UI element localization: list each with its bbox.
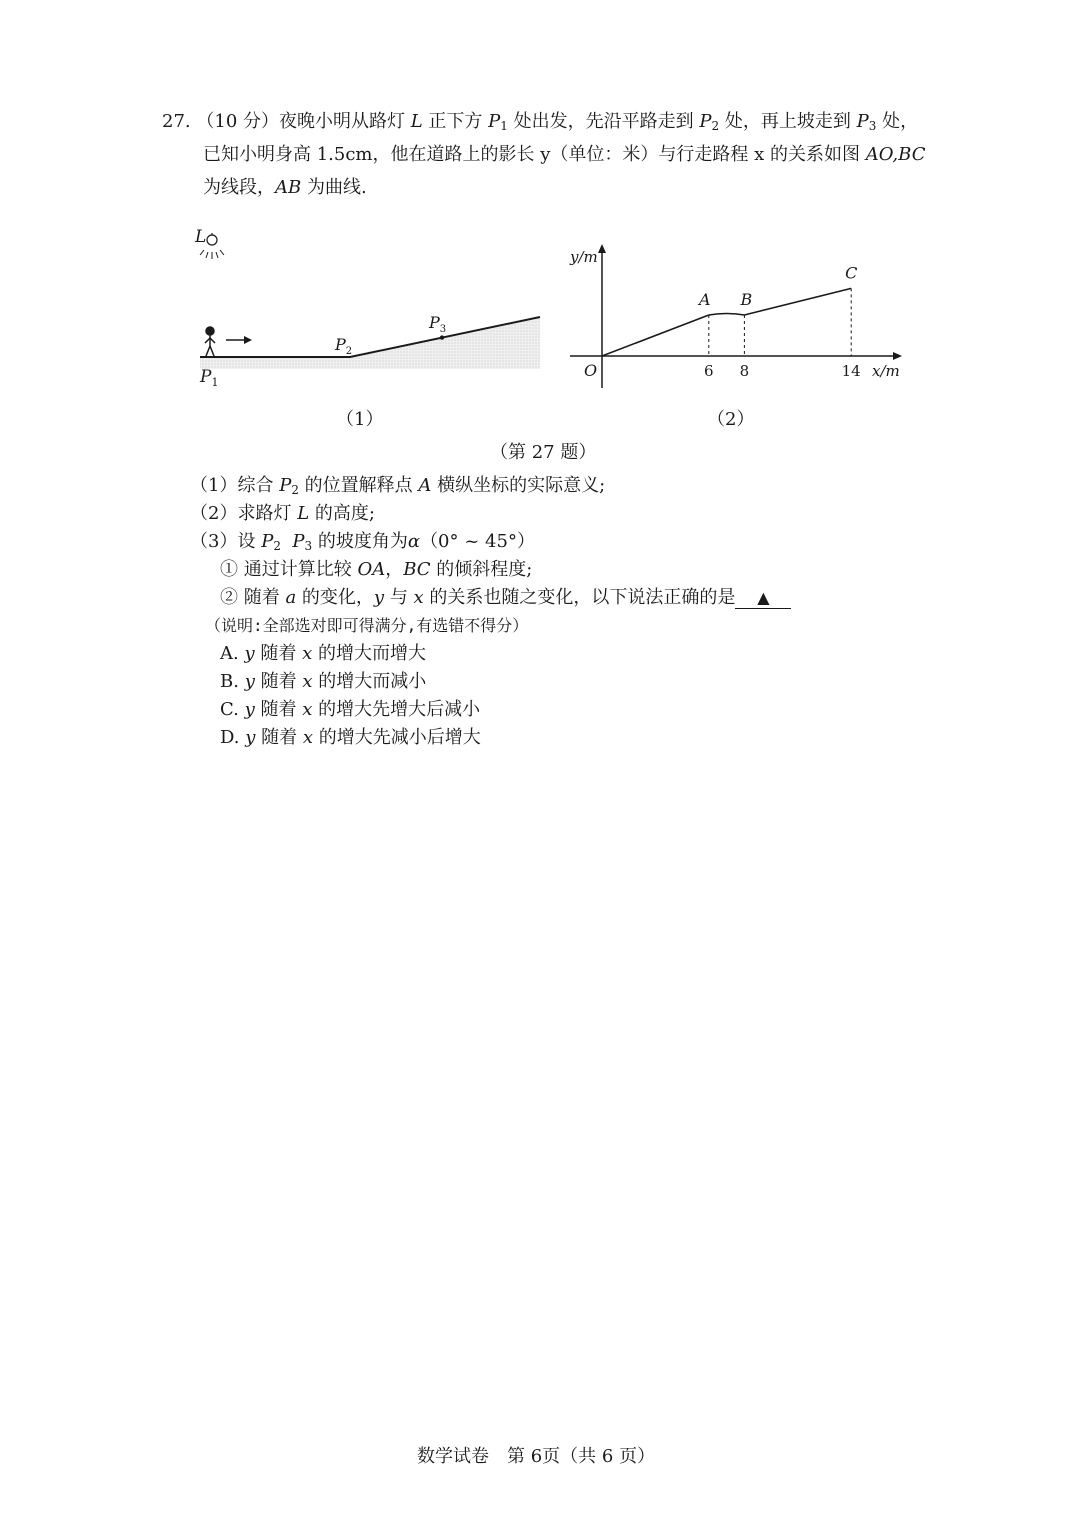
stem-text: 处，再上坡走到 — [719, 111, 857, 132]
x-ref: x — [302, 699, 313, 720]
question-number: 27. — [162, 111, 191, 132]
subscript: 3 — [304, 539, 313, 553]
figure-1-caption: （1） — [336, 409, 384, 430]
option-text: 的增大而减小 — [312, 671, 427, 692]
option-key: B. — [220, 671, 239, 692]
p1-label: P — [488, 111, 501, 132]
x-axis — [570, 352, 902, 360]
lamp-label: L — [195, 227, 207, 247]
option-b[interactable] — [220, 670, 426, 694]
segment-oa-ref: OA — [357, 559, 386, 580]
question-score: （10 分） — [196, 111, 280, 132]
option-d[interactable] — [220, 726, 481, 750]
x-tick-label: 8 — [739, 362, 750, 380]
stem-text: 为曲线. — [301, 177, 367, 198]
subscript: 3 — [868, 119, 877, 133]
p2-ref: P — [261, 531, 274, 552]
stem-text: 夜晚小明从路灯 — [279, 111, 411, 132]
point-b-label: B — [740, 290, 753, 309]
question-line-1 — [162, 110, 918, 134]
stem-text: 处出发，先沿平路走到 — [507, 111, 700, 132]
option-text: 随着 — [255, 727, 303, 748]
ground-texture — [200, 317, 540, 369]
stem-text: 处， — [876, 111, 919, 132]
p2-ref: P — [279, 475, 292, 496]
segment-bc — [744, 288, 851, 315]
p2-label: $P_2$ — [335, 335, 353, 357]
figure-caption: （第 27 题） — [490, 442, 597, 463]
option-text: 的增大先增大后减小 — [312, 699, 481, 720]
part-text: 的坡度角为 — [312, 531, 408, 552]
part-text: （0° ~ 45°） — [420, 531, 535, 552]
option-key: C. — [220, 699, 239, 720]
stem-text: 已知小明身高 1.5cm，他在道路上的影长 y（单位：米）与行走路程 x 的关系如图 — [203, 144, 866, 165]
figure-2-caption: （2） — [707, 409, 755, 430]
y-ref: y — [244, 699, 255, 720]
curve-label: AB — [275, 177, 302, 198]
point-a-label: A — [699, 290, 711, 309]
part-3 — [190, 530, 535, 554]
question-line-2 — [203, 143, 925, 167]
lamp-ref: L — [297, 503, 310, 524]
p3-label: P — [856, 111, 869, 132]
part-text: ， — [385, 559, 404, 580]
p3-point — [440, 335, 444, 339]
lamp-label: L — [410, 111, 423, 132]
origin-label: O — [584, 361, 598, 380]
x-tick-label: 14 — [841, 362, 861, 380]
part-text: 与 — [384, 587, 414, 608]
x-axis-label: x/m — [872, 362, 900, 380]
segment-labels: AO,BC — [865, 144, 926, 165]
part-text: 的关系也随之变化，以下说法正确的是 — [423, 587, 736, 608]
x-ref: x — [302, 671, 313, 692]
y-axis-arrow-icon — [598, 244, 606, 253]
option-key: D. — [220, 727, 240, 748]
part-text: ① 通过计算比较 — [220, 559, 358, 580]
option-text: 的增大而增大 — [312, 643, 426, 664]
option-text: 的增大先减小后增大 — [313, 727, 481, 748]
point-c-label: C — [845, 263, 858, 283]
alpha-ref: a — [285, 587, 297, 608]
part-text: 的位置解释点 — [298, 475, 419, 496]
curve-ab — [709, 314, 745, 316]
p2-label: P — [699, 111, 712, 132]
subscript: 1 — [500, 119, 508, 133]
part-text: 的倾斜程度; — [430, 559, 533, 580]
subscript: 2 — [273, 539, 281, 553]
y-ref: y — [244, 671, 255, 692]
x-ref: x — [413, 587, 424, 608]
y-ref: y — [244, 643, 255, 664]
option-key: A. — [220, 643, 239, 664]
part-text: （1）综合 — [190, 475, 280, 496]
scoring-note: （说明:全部选对即可得满分,有选错不得分） — [205, 616, 529, 635]
part-2 — [190, 502, 375, 526]
shadow-length-graph — [560, 236, 910, 396]
segment-bc-ref: BC — [403, 559, 431, 580]
part-text: （3）设 — [190, 531, 262, 552]
page-footer: 数学试卷 第 6页（共 6 页） — [417, 1446, 656, 1467]
option-a[interactable] — [220, 642, 426, 666]
point-a-ref: A — [418, 475, 432, 496]
part-text: 的高度; — [309, 503, 375, 524]
y-axis — [598, 244, 606, 388]
option-text: 随着 — [254, 643, 303, 664]
option-c[interactable] — [220, 698, 480, 722]
x-tick-label: 6 — [704, 362, 714, 380]
subpart-2 — [220, 586, 791, 610]
option-text: 随着 — [254, 699, 303, 720]
y-ref: y — [373, 587, 385, 608]
option-text: 随着 — [254, 671, 303, 692]
stem-text: 为线段， — [203, 177, 275, 198]
p1-label: $P_1$ — [200, 367, 219, 389]
x-ref: x — [302, 727, 314, 748]
part-text: 的变化， — [296, 587, 374, 608]
p3-label: $P_3$ — [429, 313, 447, 335]
question-line-3 — [203, 176, 367, 200]
subscript: 2 — [291, 483, 299, 497]
subpart-1 — [220, 558, 532, 582]
part-text: ② 随着 — [220, 587, 286, 608]
x-axis-arrow-icon — [893, 352, 902, 360]
part-1 — [190, 474, 605, 498]
x-ref: x — [302, 643, 313, 664]
road-scene-figure — [190, 222, 550, 390]
segment-oa — [602, 315, 709, 356]
answer-blank[interactable]: ▲ — [735, 588, 791, 609]
person-icon — [205, 327, 215, 356]
p3-ref: P — [292, 531, 305, 552]
y-ref: y — [245, 727, 256, 748]
subscript: 2 — [711, 119, 720, 133]
part-text: （2）求路灯 — [190, 503, 298, 524]
arrow-right-icon — [226, 336, 252, 344]
part-text: 横纵坐标的实际意义; — [431, 475, 606, 496]
y-axis-label: y/m — [570, 248, 598, 266]
alpha-symbol: α — [407, 531, 421, 552]
stem-text: 正下方 — [422, 111, 489, 132]
